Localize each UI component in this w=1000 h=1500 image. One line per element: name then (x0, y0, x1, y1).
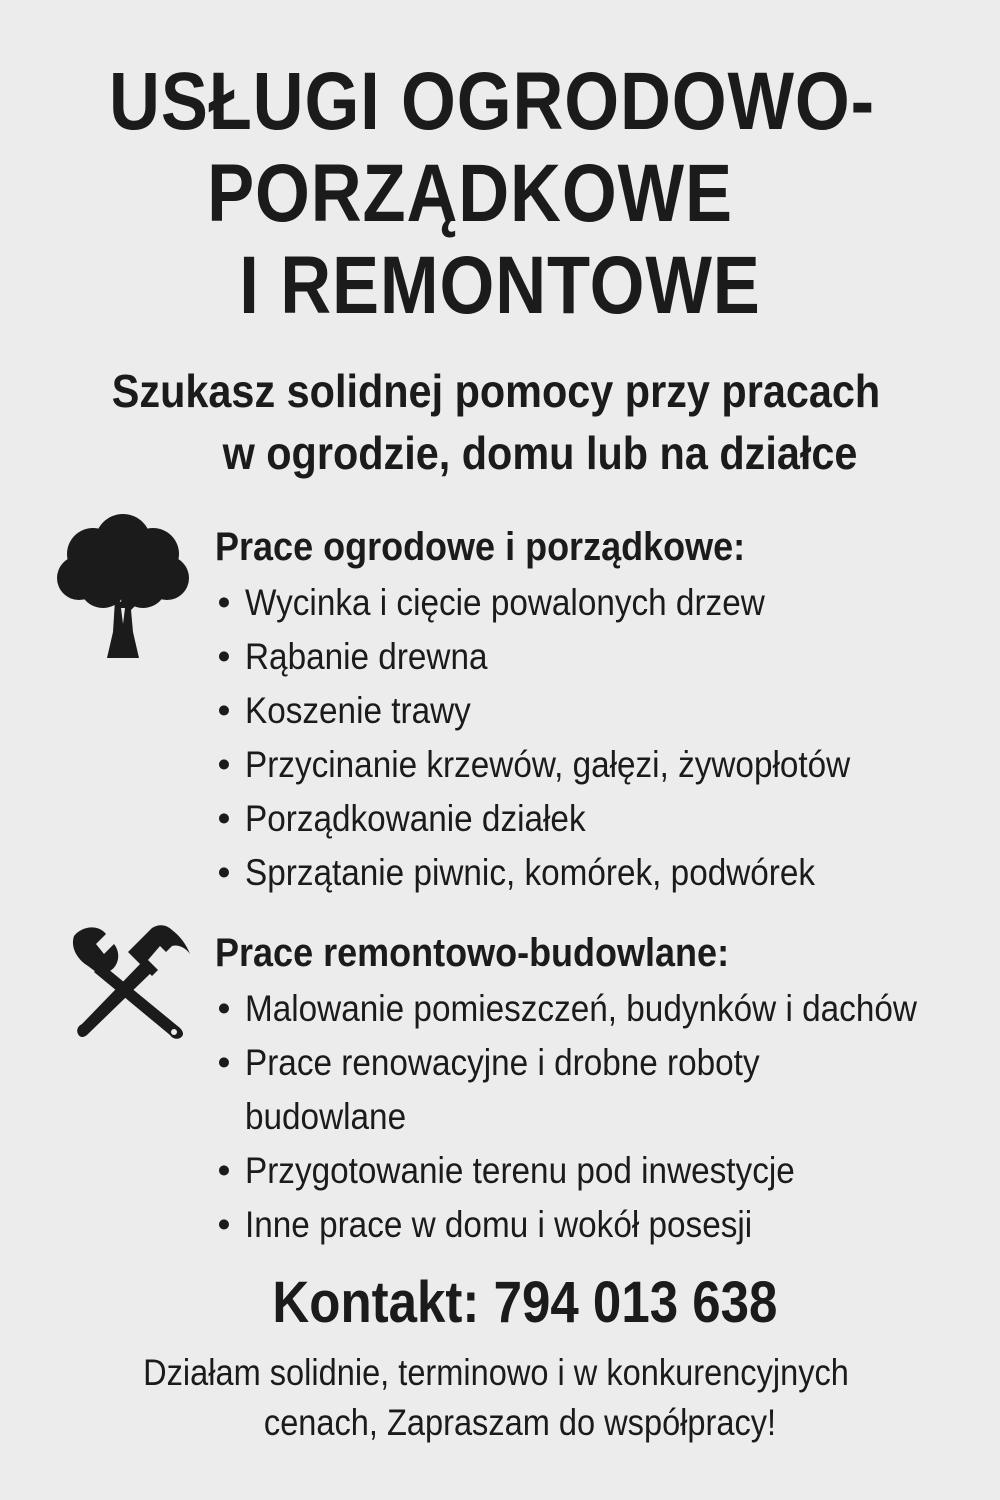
list-item-label: Porządkowanie działek (245, 798, 586, 839)
list-item (215, 982, 1000, 1036)
flyer-subtitle (0, 360, 1000, 484)
footer-line-1: Działam solidnie, terminowo i w konkurencyjnych (143, 1352, 849, 1393)
subtitle-line-2: w ogrodzie, domu lub na działce (222, 427, 858, 479)
title-line-1: USŁUGI OGRODOWO- (109, 56, 875, 147)
contact-text: Kontakt: 794 013 638 (272, 1270, 778, 1335)
list-item-label: Inne prace w domu i wokół posesji (245, 1204, 753, 1245)
list-item (215, 1144, 1000, 1198)
footer-note (0, 1348, 1000, 1448)
wrench-hammer-icon (68, 920, 192, 1040)
list-item (215, 792, 1000, 846)
list-item (215, 630, 1000, 684)
list-item-label: Rąbanie drewna (245, 636, 488, 677)
bullet-icon: • (217, 744, 231, 785)
list-item (215, 1198, 1000, 1252)
bullet-icon: • (217, 1042, 231, 1083)
list-item-label: Przycinanie krzewów, gałęzi, żywopłotów (245, 744, 851, 785)
garden-services-list (215, 576, 1000, 900)
list-item-label: Wycinka i cięcie powalonych drzew (245, 582, 765, 623)
list-item (215, 1036, 1000, 1144)
garden-section-heading: Prace ogrodowe i porządkowe: (215, 525, 746, 569)
list-item (215, 738, 1000, 792)
bullet-icon: • (217, 1204, 231, 1245)
list-item-label: Sprzątanie piwnic, komórek, podwórek (245, 852, 816, 893)
list-item (215, 846, 1000, 900)
renovation-services-list (215, 982, 1000, 1252)
list-item-label: Prace renowacyjne i drobne roboty budowlane (245, 1042, 760, 1137)
bullet-icon: • (217, 988, 231, 1029)
renovation-section-heading: Prace remontowo-budowlane: (215, 931, 730, 975)
list-item (215, 576, 1000, 630)
bullet-icon: • (217, 798, 231, 839)
bullet-icon: • (217, 852, 231, 893)
footer-line-2: cenach, Zapraszam do współpracy! (263, 1402, 777, 1443)
list-item (215, 684, 1000, 738)
tree-icon (55, 512, 191, 662)
title-line-3: I REMONTOWE (239, 240, 761, 331)
garden-services-section (215, 520, 1000, 900)
list-item-label: Przygotowanie terenu pod inwestycje (245, 1150, 795, 1191)
contact-phone (0, 1268, 1000, 1338)
renovation-services-section (215, 926, 1000, 1252)
flyer-title (0, 56, 1000, 332)
list-item-label: Koszenie trawy (245, 690, 471, 731)
bullet-icon: • (217, 690, 231, 731)
subtitle-line-1: Szukasz solidnej pomocy przy pracach (111, 365, 881, 417)
bullet-icon: • (217, 582, 231, 623)
bullet-icon: • (217, 1150, 231, 1191)
list-item-label: Malowanie pomieszczeń, budynków i dachów (245, 988, 917, 1029)
title-line-2: PORZĄDKOWE (207, 148, 733, 239)
bullet-icon: • (217, 636, 231, 677)
